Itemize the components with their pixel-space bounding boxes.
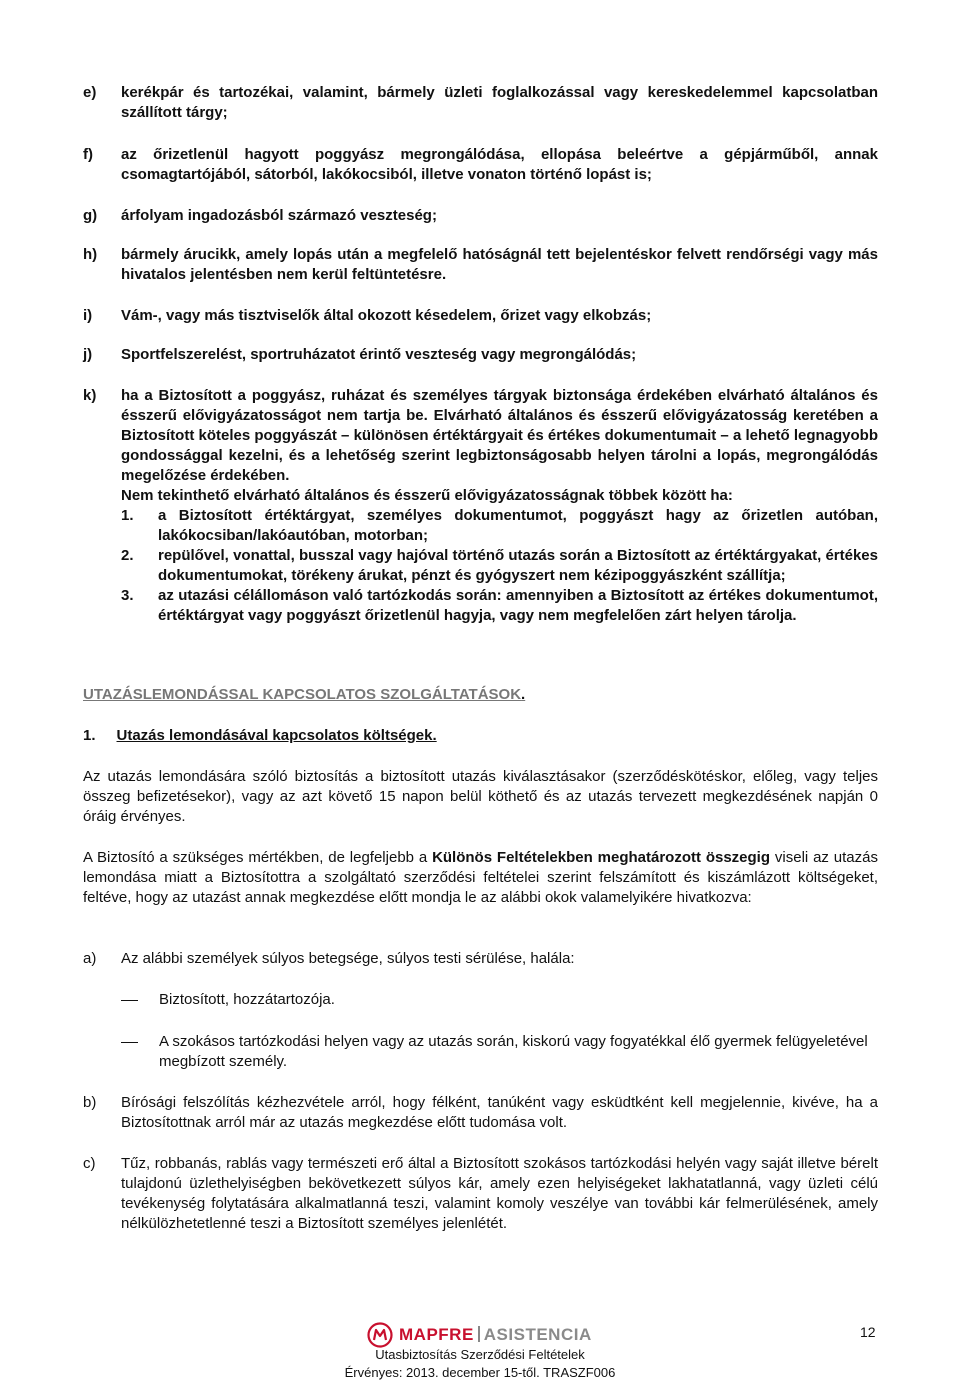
item-label: a)	[83, 950, 97, 967]
sub-item-number: 1.	[121, 507, 134, 524]
reason-item-b	[83, 1093, 878, 1133]
footer-validity: Érvényes: 2013. december 15-től. TRASZF006	[344, 1365, 616, 1380]
item-label: b)	[83, 1094, 97, 1111]
dash-item-1	[121, 990, 878, 1010]
footer-brand	[399, 1325, 592, 1345]
item-label: k)	[83, 387, 97, 404]
section-title-text: UTAZÁSLEMONDÁSSAL KAPCSOLATOS SZOLGÁLTATÁSOK	[83, 686, 522, 703]
sub-item-text: repülővel, vonattal, busszal vagy hajóval történő utazás során a Biztosított az értéktárgyakat, értékes dokumentumokat, törékeny árukat, pénzt és gyógyszert nem kézipoggyászként szállítja;	[158, 547, 878, 584]
item-text: bármely árucikk, amely lopás után a megfelelő hatóságnál tett bejelentéskor felvett rendőrségi vagy más hivatalos jelentésben nem kerül feltüntetésre.	[121, 246, 878, 283]
item-text: Bírósági felszólítás kézhezvétele arról, hogy félként, tanúként vagy esküdtként kell megjelennie, kivéve, ha a Biztosítottnak arról már az utazás megkezdése előtt tudomása volt.	[121, 1094, 878, 1131]
sub-item-text: az utazási célállomáson való tartózkodás során: amennyiben a Biztosított az értékes dokumentumot, értéktárgyat vagy poggyászt őrizetlenül hagyja, vagy nem megfelelően zárt helyen tárolja.	[158, 587, 878, 624]
item-label: j)	[83, 346, 93, 363]
subintro-text: Nem tekinthető elvárható általános és ésszerű elővigyázatosságnak többek között ha:	[121, 487, 733, 504]
brand-asistencia: ASISTENCIA	[483, 1325, 592, 1344]
item-text: Tűz, robbanás, rablás vagy természeti erő által a Biztosított szokásos tartózkodási helyén vagy saját illetve bérelt tulajdonú üzlethelyiségben bekövetkezett súlyos kár, amely ezen helyiségeket lakhatatlanná, vagy üzleti célú tevékenység folytatására alkalmatlanná teszi, valamint komoly veszélye van további kár felmerülésének, amely nélkülözhetetlenné teszi a Biztosított személyes jelenlétét.	[121, 1155, 878, 1232]
exclusion-item-e	[83, 83, 878, 123]
dash-item-text: Biztosított, hozzátartozója.	[159, 991, 335, 1008]
dash-item-2	[121, 1032, 878, 1072]
sub-item-number: 3.	[121, 587, 134, 604]
item-text: ha a Biztosított a poggyász, ruházat és személyes tárgyak biztonsága érdekében elvárható általános és ésszerű elővigyázatosságot nem tartja be. Elvárható általános és ésszerű elővigyázatosság keretében a Biztosított köteles poggyászát – különösen értéktárgyait és értékes dokumentumait – a lehető legnagyobb gondossággal kezelni, és a lehetőség szerint legbiztonságosabb helyen tárolni a lopás, megrongálódás megelőzése érdekében.	[121, 387, 878, 484]
paragraph-validity: Az utazás lemondására szóló biztosítás a biztosított utazás kiválasztásakor (szerződéskötéskor, előleg, vagy teljes összeg befizetésekor), vagy az azt követő 15 napon belül köthető és az utazás tervezett megkezdésének napján 0 óráig érvényes.	[83, 768, 878, 825]
dash-bullet	[121, 1042, 138, 1043]
item-label: e)	[83, 84, 97, 101]
item-label: f)	[83, 146, 93, 163]
exclusion-item-i	[83, 306, 878, 326]
mapfre-logo-icon	[367, 1322, 393, 1348]
sub-item-1	[121, 506, 878, 546]
dash-bullet	[121, 1000, 138, 1001]
item-text: az őrizetlenül hagyott poggyász megrongálódása, ellopása beleértve a gépjárműből, annak csomagtartójából, sátorból, lakókocsiból, illetve vonaton történő lopást is;	[121, 146, 878, 183]
item-label: g)	[83, 207, 98, 224]
sub-item-number: 2.	[121, 547, 134, 564]
section-title	[83, 686, 525, 703]
exclusion-item-g	[83, 206, 878, 226]
item-text: Sportfelszerelést, sportruházatot érintő veszteség vagy megrongálódás;	[121, 346, 637, 363]
item-label: i)	[83, 307, 93, 324]
item-label: h)	[83, 246, 98, 263]
subsection-title	[83, 727, 437, 744]
page-number: 12	[860, 1324, 876, 1340]
subsection-number: 1.	[83, 727, 96, 744]
section-title-dot: .	[521, 686, 526, 703]
reason-item-a	[83, 949, 878, 969]
item-text: kerékpár és tartozékai, valamint, bármely üzleti foglalkozással vagy kereskedelemmel kapcsolatban szállított tárgy;	[121, 84, 878, 121]
item-text: Az alábbi személyek súlyos betegsége, súlyos testi sérülése, halála:	[121, 950, 575, 967]
exclusion-item-f	[83, 145, 878, 185]
item-label: c)	[83, 1155, 96, 1172]
paragraph-text-post: viseli az utazás lemondása miatt a Biztosítottra a szolgáltató szerződési feltételei szerint felszámított és kiszámlázott költségeket, feltéve, hogy az utazást annak megkezdése előtt mondja le az alábbi okok valamelyikére hivatkozva:	[83, 849, 878, 906]
exclusion-item-j	[83, 345, 878, 365]
paragraph-text-bold: Különös Feltételekben meghatározott összegig	[432, 849, 771, 866]
sub-item-text: a Biztosított értéktárgyat, személyes dokumentumot, poggyászt hagy az őrizetlen autóban, lakókocsiban/lakóautóban, motorban;	[158, 507, 878, 544]
brand-mapfre: MAPFRE	[399, 1325, 474, 1344]
subsection-title-text: Utazás lemondásával kapcsolatos költségek.	[116, 727, 437, 744]
paragraph-coverage	[83, 848, 878, 908]
dash-item-text: A szokásos tartózkodási helyen vagy az utazás során, kiskorú vagy fogyatékkal élő gyermek felügyeletével megbízott személy.	[159, 1033, 868, 1070]
footer-doc-title: Utasbiztosítás Szerződési Feltételek	[375, 1347, 585, 1362]
item-text: Vám-, vagy más tisztviselők által okozott késedelem, őrizet vagy elkobzás;	[121, 307, 652, 324]
sub-item-2	[121, 546, 878, 586]
reason-item-c	[83, 1154, 878, 1234]
exclusion-item-k	[83, 386, 878, 626]
sub-item-3	[121, 586, 878, 626]
exclusion-item-h	[83, 245, 878, 285]
paragraph-text-pre: A Biztosító a szükséges mértékben, de legfeljebb a	[83, 849, 433, 866]
brand-separator	[478, 1326, 480, 1342]
item-text: árfolyam ingadozásból származó veszteség;	[121, 207, 437, 224]
